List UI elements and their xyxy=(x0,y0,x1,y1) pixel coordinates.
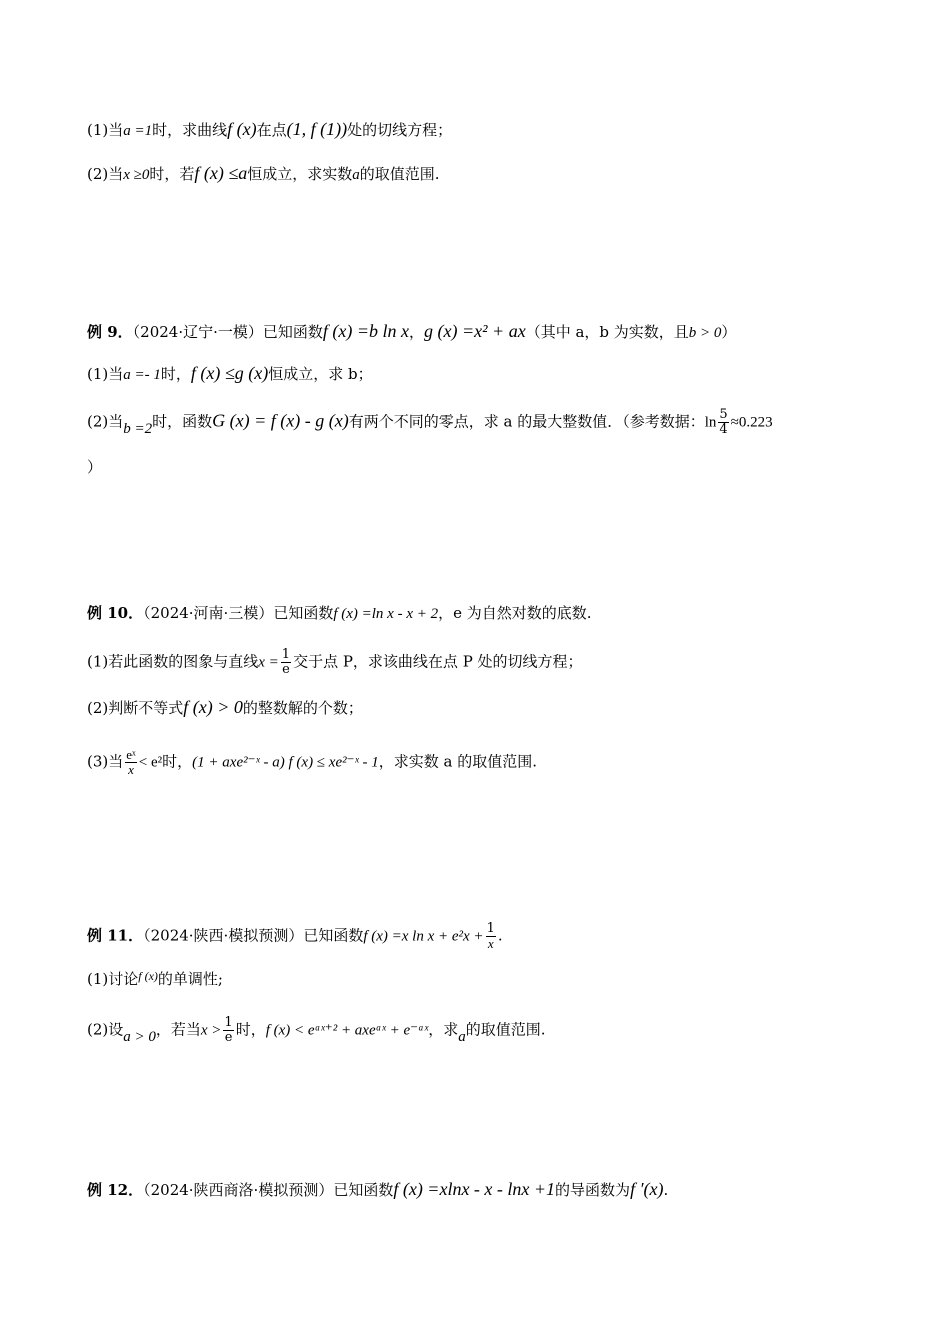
ex12-f: f (x) =xlnx - x - lnx +1 xyxy=(393,1179,556,1199)
p8-q2-cond: x ≥0 xyxy=(123,167,150,183)
ex11-q2-fraction: $\frac{1}{e}$ xyxy=(224,1015,233,1045)
example-9-label: 例 9． xyxy=(87,323,133,341)
p8-q2: (2)当x ≥0时，若f (x) ≤a恒成立，求实数a的取值范围. xyxy=(87,163,440,183)
ex9-q2-G: G (x) = f (x) - g (x) xyxy=(212,410,349,431)
ex11-q2-ineq: f (x) < eᵃˣ⁺² + axeᵃˣ + e⁻ᵃˣ xyxy=(265,1022,429,1039)
ex10-q2-ineq: f (x) > 0 xyxy=(183,697,243,717)
ex9-q1: (1)当a =- 1时，f (x) ≤g (x)恒成立，求 b； xyxy=(87,363,373,383)
ex10-q1: (1)若此函数的图象与直线x = $\frac{1}{e}$ 交于点 P，求该曲线在点 P 处的切线方程； xyxy=(87,647,583,677)
p8-q1-fx: f (x) xyxy=(227,119,257,139)
p8-q1: (1)当a =1时，求曲线f (x)在点(1, f (1))处的切线方程； xyxy=(87,119,453,139)
ex11-q2: (2)设a > 0，若当x > $\frac{1}{e}$ 时，f (x) < eᵃˣ⁺² + axeᵃˣ + e⁻ᵃˣ，求a的取值范围. xyxy=(87,1015,546,1045)
ex10-q3: (3)当 $\frac{\text{eˣ}}{x}$ < e²时，(1 + axe²⁻ˣ - a) f (x) ≤ xe²⁻ˣ - 1，求实数 a 的取值范围. xyxy=(87,747,537,777)
ex9-g: g (x) =x² + ax xyxy=(424,321,526,341)
ex11-fraction: $\frac{1}{x}$ xyxy=(486,921,495,951)
ex9-ref-fraction: $\frac{5}{4}$ xyxy=(719,407,728,437)
ex10-f: f (x) =ln x - x + 2 xyxy=(333,606,439,622)
ex12-fprime: f ′(x) xyxy=(630,1179,664,1199)
ex9-q2-close: ） xyxy=(87,458,103,476)
ex11-f: f (x) =x ln x + e²x + xyxy=(363,928,484,945)
example-9-heading: 例 9．（2024·辽宁·一模）已知函数f (x) =b ln x，g (x) =x² + ax（其中 a，b 为实数，且b > 0） xyxy=(87,321,737,341)
example-10-heading: 例 10．（2024·河南·三模）已知函数f (x) =ln x - x + 2，e 为自然对数的底数. xyxy=(87,604,592,622)
p8-q1-point: (1, f (1)) xyxy=(286,119,348,139)
ex11-q1: (1)讨论$^{f (x)}$的单调性; xyxy=(87,969,223,988)
ex10-q2: (2)判断不等式f (x) > 0的整数解的个数； xyxy=(87,697,363,717)
ex9-q1-ineq: f (x) ≤g (x) xyxy=(190,363,269,383)
example-11-label: 例 11． xyxy=(87,926,144,945)
p8-q1-cond: a =1 xyxy=(123,123,153,139)
p8-q2-ineq: f (x) ≤a xyxy=(194,163,248,183)
ex9-q2: (2)当b =2时，函数G (x) = f (x) - g (x)有两个不同的零点，求 a 的最大整数值．（参考数据：ln $\frac{5}{4}$ ≈0.223 xyxy=(87,407,773,437)
example-11-heading: 例 11．（2024·陕西·模拟预测）已知函数f (x) =x ln x + e²x + $\frac{1}{x}$ . xyxy=(87,921,503,951)
ex10-q3-ineq: (1 + axe²⁻ˣ - a) f (x) ≤ xe²⁻ˣ - 1 xyxy=(192,754,379,771)
ex10-q1-fraction: $\frac{1}{e}$ xyxy=(281,647,291,677)
ex10-q3-fraction: $\frac{\text{eˣ}}{x}$ xyxy=(126,747,136,777)
example-10-label: 例 10． xyxy=(87,604,144,622)
example-12-heading: 例 12．（2024·陕西商洛·模拟预测）已知函数f (x) =xlnx - x - lnx +1的导函数为f ′(x). xyxy=(87,1179,669,1199)
example-12-label: 例 12． xyxy=(87,1181,144,1199)
ex9-f: f (x) =b ln x xyxy=(322,321,410,341)
